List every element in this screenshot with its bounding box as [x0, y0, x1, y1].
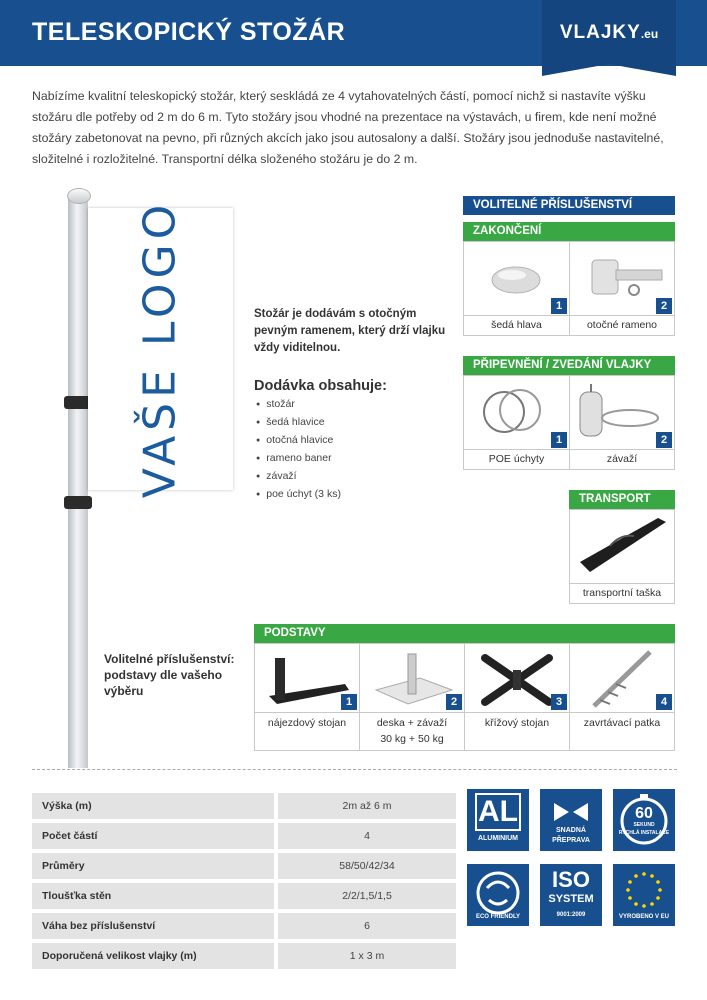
zakonceni-heading: ZAKONČENÍ	[463, 222, 675, 241]
tile-label	[465, 712, 569, 750]
accessories-heading: VOLITELNÉ PŘÍSLUŠENSTVÍ	[463, 196, 675, 215]
base-tile-cross-stand[interactable]	[464, 643, 570, 751]
item-number: 1	[551, 298, 567, 314]
delivery-list	[256, 396, 341, 504]
list-item: ● poe úchyt (3 ks)	[256, 486, 341, 504]
spec-label: Počet částí	[32, 823, 274, 849]
eu-text: VYROBENO V EU	[618, 914, 669, 920]
brand-name	[542, 22, 676, 44]
transport-line2: PŘEPRAVA	[552, 837, 590, 844]
iso-big: ISO	[552, 867, 590, 892]
install-text: RYCHLÁ INSTALACE	[618, 830, 670, 836]
tile-label-line: křížový stojan	[484, 717, 550, 729]
tile-label	[570, 712, 674, 750]
pole-joint-ring	[64, 496, 92, 509]
spec-label: Doporučená velikost vlajky (m)	[32, 943, 274, 969]
spec-label: Výška (m)	[32, 793, 274, 819]
pole-cap	[67, 188, 91, 204]
list-item: ● otočná hlavice	[256, 432, 341, 450]
flag-banner	[88, 199, 233, 499]
base-tile-ramp-stand[interactable]	[254, 643, 360, 751]
item-number: 1	[341, 694, 357, 710]
list-item: ● rameno baner	[256, 450, 341, 468]
table-row	[32, 793, 456, 819]
transport-heading: TRANSPORT	[569, 490, 675, 509]
transport-line1: SNADNÁ	[556, 827, 586, 834]
item-number: 2	[656, 432, 672, 448]
pole-shaft	[68, 198, 88, 768]
spec-value: 2m až 6 m	[274, 793, 456, 819]
list-item: ● závaží	[256, 468, 341, 486]
list-item: ● šedá hlavice	[256, 414, 341, 432]
spec-value: 1 x 3 m	[274, 943, 456, 969]
tile-label	[255, 712, 359, 750]
table-row	[32, 943, 456, 969]
iso-small: 9001:2009	[556, 912, 586, 918]
table-row	[32, 853, 456, 879]
optional-bases-note: Volitelné příslušenství: podstavy dle vašeho výběru	[104, 652, 235, 698]
install-number: 60	[635, 805, 653, 822]
brand-word: VLAJKY	[559, 22, 641, 43]
spec-label: Váha bez příslušenství	[32, 913, 274, 939]
tile-label-line: 30 kg + 50 kg	[380, 733, 444, 745]
table-row	[32, 823, 456, 849]
transport-arrows-icon	[540, 797, 602, 827]
accessory-tile-weight[interactable]	[569, 375, 675, 470]
tile-label: šedá hlava	[464, 315, 569, 335]
accessory-tile-poe-rings[interactable]	[463, 375, 570, 470]
eco-text: ECO FRIENDLY	[475, 914, 521, 920]
iso-badge	[540, 864, 602, 926]
tile-label: otočné rameno	[570, 315, 674, 335]
spec-label: Průměry	[32, 853, 274, 879]
tile-label-line: zavrtávací patka	[583, 717, 661, 729]
eu-stars-icon	[613, 864, 675, 914]
list-item: ● stožár	[256, 396, 341, 414]
flag-logo-text: VAŠE LOGO	[134, 199, 186, 499]
item-number: 4	[656, 694, 672, 710]
tile-label: závaží	[570, 449, 674, 469]
al-big: AL	[475, 793, 521, 831]
install-unit: SEKUND	[633, 822, 655, 828]
accessory-tile-swivel-arm[interactable]	[569, 241, 675, 336]
tile-label	[360, 712, 464, 750]
item-number: 2	[656, 298, 672, 314]
base-tile-screw-anchor[interactable]	[569, 643, 675, 751]
delivery-heading: Dodávka obsahuje:	[254, 378, 387, 394]
aluminium-badge	[467, 789, 529, 851]
spec-value: 2/2/1,5/1,5	[274, 883, 456, 909]
brand-suffix: .eu	[640, 27, 659, 41]
intro-paragraph: Nabízíme kvalitní teleskopický stožár, který seskládá ze 4 vytahovatelných částí, pomocí nichž si nastavíte výšku stožáru dle potřeby od 2 m do 6 m. Tyto stožáry jsou vhodné na prezentace na výstavách, u firem, kde není možné stožáry zabetonovat na pevno, při různých akcích jako jsou autosalony a další. Stožáry jsou jednoduše nastavitelné, složitelné i rozložitelné. Transportní délka složeného stožáru je do 2 m.	[32, 89, 664, 166]
spec-value: 58/50/42/34	[274, 853, 456, 879]
item-number: 3	[551, 694, 567, 710]
podstavy-heading: PODSTAVY	[254, 624, 675, 643]
tile-label: transportní taška	[570, 583, 674, 603]
made-in-eu-badge	[613, 864, 675, 926]
spec-table	[32, 789, 456, 973]
easy-transport-badge	[540, 789, 602, 851]
quick-install-badge	[613, 789, 675, 851]
page-title: TELESKOPICKÝ STOŽÁR	[32, 18, 346, 46]
accessory-tile-transport-bag[interactable]	[569, 509, 675, 604]
transport-bag-image	[570, 510, 674, 584]
table-row	[32, 913, 456, 939]
pripevneni-heading: PŘIPEVNĚNÍ / ZVEDÁNÍ VLAJKY	[463, 356, 675, 375]
eco-friendly-badge	[467, 864, 529, 926]
table-row	[32, 883, 456, 909]
spec-label: Tloušťka stěn	[32, 883, 274, 909]
brand-logo[interactable]	[542, 0, 676, 76]
spec-value: 6	[274, 913, 456, 939]
item-number: 2	[446, 694, 462, 710]
al-small: ALUMINIUM	[477, 835, 519, 842]
tile-label-line: nájezdový stojan	[267, 717, 347, 729]
tile-label: POE úchyty	[464, 449, 569, 469]
pole-description: Stožár je dodávám s otočným pevným ramenem, který drží vlajku vždy viditelnou.	[254, 308, 446, 354]
base-tile-plate-weights[interactable]	[359, 643, 465, 751]
spec-value: 4	[274, 823, 456, 849]
ground-line	[32, 769, 677, 770]
accessory-tile-grey-head[interactable]	[463, 241, 570, 336]
tile-label-line: deska + závaží	[376, 717, 448, 729]
iso-mid: SYSTEM	[548, 893, 594, 905]
item-number: 1	[551, 432, 567, 448]
